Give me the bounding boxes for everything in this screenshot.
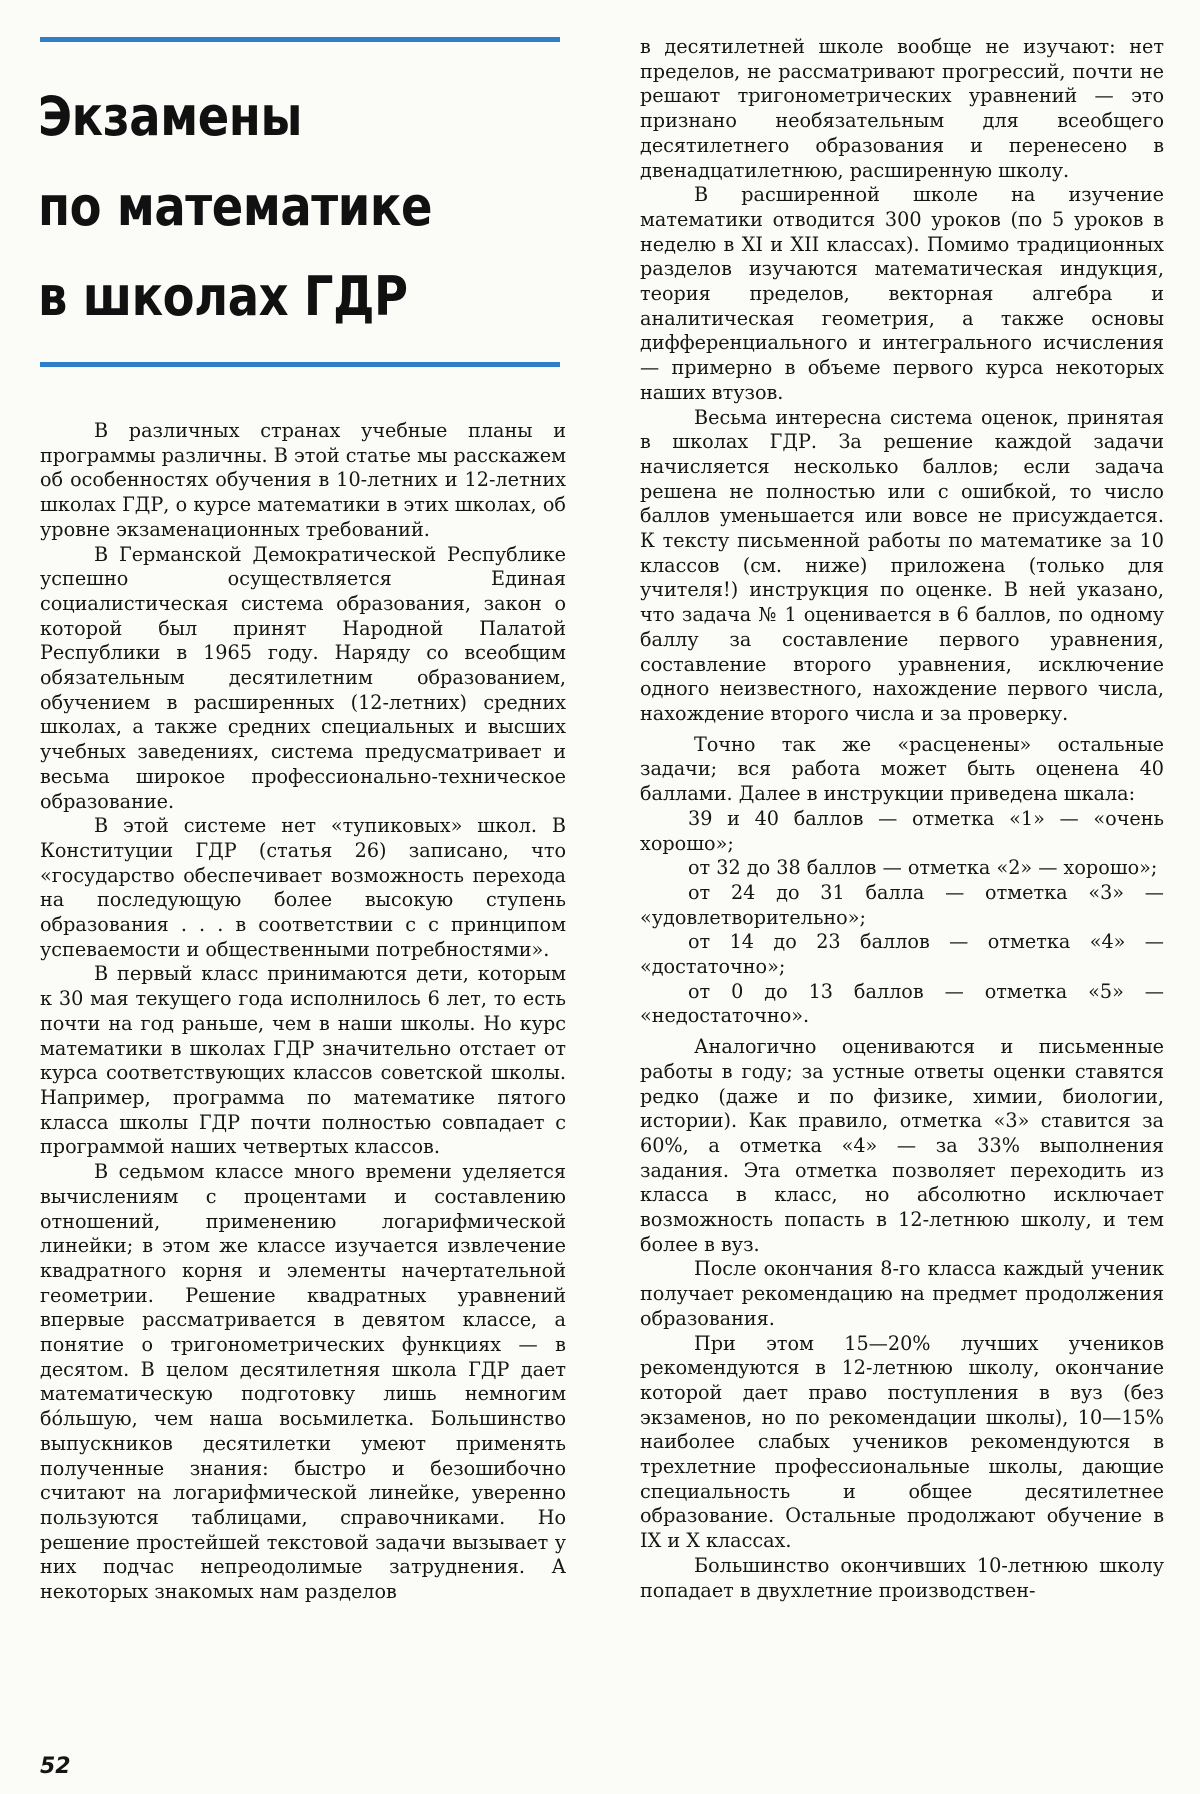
title-line-2: по математике bbox=[38, 175, 433, 238]
scale-line-2: от 32 до 38 баллов — отметка «2» — хорошо»; bbox=[688, 856, 1158, 880]
paragraph-intro: В различных странах учебные планы и программы различны. В этой статье мы расскажем об особенностях обучения в 10-летних и 12-летних школах ГДР, о курсе математики в этих школах, об уровне экзаменационных требований. bbox=[40, 419, 566, 541]
paragraph-extended-school: В расширенной школе на изучение математики отводится 300 уроков (по 5 уроков в неделю в XI и XII классах). Помимо традиционных разделов изучаются математическая индукция, теория пределов, векторная алгебра и аналитическая геометрия, а также основы дифференциального и интегрального исчисления — примерно в объеме первого курса некоторых наших втузов. bbox=[640, 183, 1164, 404]
scale-line-4: от 14 до 23 баллов — отметка «4» — «достаточно»; bbox=[640, 930, 1164, 979]
paragraph-graduates: Большинство окончивших 10-летнюю школу попадает в двухлетние производствен- bbox=[640, 1553, 1164, 1602]
title-line-1: Экзамены bbox=[38, 85, 303, 148]
paragraph-first-class: В первый класс принимаются дети, которым к 30 мая текущего года исполнилось 6 лет, то есть почти на год раньше, чем в наши школы. Но курс математики в школах ГДР значительно отстает от курса соответствующих классов советской школы. Например, программа по математике пятого класса школы ГДР почти полностью совпадает с программой наших четвертых классов. bbox=[40, 962, 566, 1159]
paragraph-year-grades: Аналогично оцениваются и письменные работы в году; за устные ответы оценки ставятся редко (даже и по физике, химии, биологии, истории). Как правило, отметка «3» ставится за 60%, а отметка «4» — за 33% выполнения задания. Эта отметка позволяет переходить из класса в класс, но абсолютно исключает возможность попасть в 12-летнюю школу, и тем более в вуз. bbox=[640, 1035, 1164, 1256]
page-number: 52 bbox=[40, 1754, 71, 1779]
top-blue-rule bbox=[40, 37, 560, 42]
paragraph-continuation: в десятилетней школе вообще не изучают: нет пределов, не рассматривают прогрессий, почти не решают тригонометрических уравнений — это признано необязательным для всеобщего десятилетнего образования и перенесено в двенадцатилетнюю, расширенную школу. bbox=[640, 35, 1164, 182]
paragraph-seventh-class: В седьмом классе много времени уделяется вычислениям с процентами и составлению отношений, применению логарифмической линейки; в этом же классе изучается извлечение квадратного корня и элементы начертательной геометрии. Решение квадратных уравнений впервые рассматривается в девятом классе, а понятие о тригонометрических функциях — в десятом. В целом десятилетняя школа ГДР дает математическую подготовку лишь немногим бо́льшую, чем наша восьмилетка. Большинство выпускников десятилетки умеют применять полученные знания: быстро и безошибочно считают на логарифмической линейке, уверенно пользуются таблицами, справочниками. Но решение простейшей текстовой задачи вызывает у них подчас непреодолимые затруднения. А некоторых знакомых нам разделов bbox=[40, 1160, 566, 1604]
scale-line-3: от 24 до 31 балла — отметка «3» — «удовлетворительно»; bbox=[640, 880, 1164, 929]
article-title bbox=[38, 72, 502, 342]
paragraph-recommendations: При этом 15—20% лучших учеников рекомендуются в 12-летнюю школу, окончание которой дает право поступления в вуз (без экзаменов, но по рекомендации школы), 10—15% наиболее слабых учеников рекомендуются в трехлетние профессиональные школы, дающие специальность и общее десятилетнее образование. Остальные продолжают обучение в IX и X классах. bbox=[640, 1331, 1164, 1553]
bottom-blue-rule bbox=[40, 362, 560, 367]
paragraph-grading-system: Весьма интересна система оценок, принятая в школах ГДР. За решение каждой задачи начисляется несколько баллов; если задача решена не полностью или с ошибкой, то число баллов уменьшается или вовсе не присуждается. К тексту письменной работы по математике за 10 классов (см. ниже) приложена (только для учителя!) инструкция по оценке. В ней указано, что задача № 1 оценивается в 6 баллов, по одному баллу за составление первого уравнения, составление второго уравнения, исключение одного неизвестного, нахождение первого числа, нахождение второго числа и за проверку. bbox=[640, 405, 1164, 725]
left-column bbox=[40, 419, 566, 1605]
scale-line-5: от 0 до 13 баллов — отметка «5» — «недостаточно». bbox=[640, 979, 1164, 1028]
scale-line-1: 39 и 40 баллов — отметка «1» — «очень хорошо»; bbox=[640, 806, 1164, 855]
paragraph-scale-intro: Точно так же «расценены» остальные задачи; вся работа может быть оценена 40 баллами. Далее в инструкции приведена шкала: bbox=[640, 732, 1164, 806]
title-line-3: в школах ГДР bbox=[38, 265, 408, 328]
paragraph-constitution: В этой системе нет «тупиковых» школ. В Конституции ГДР (статья 26) записано, что «государство обеспечивает возможность перехода на последующую более высокую ступень образования . . . в соответствии с с принципом успеваемости и общественными потребностями». bbox=[40, 814, 566, 961]
right-column bbox=[640, 35, 1164, 1603]
paragraph-education-system: В Германской Демократической Республике успешно осуществляется Единая социалистическая система образования, закон о которой был принят Народной Палатой Республики в 1965 году. Наряду со всеобщим обязательным десятилетним образованием, обучением в расширенных (12-летних) средних школах, а также средних специальных и высших учебных заведениях, система предусматривает и весьма широкое профессионально-техническое образование. bbox=[40, 542, 566, 813]
paragraph-eighth-class: После окончания 8-го класса каждый ученик получает рекомендацию на предмет продолжения образования. bbox=[640, 1257, 1164, 1330]
